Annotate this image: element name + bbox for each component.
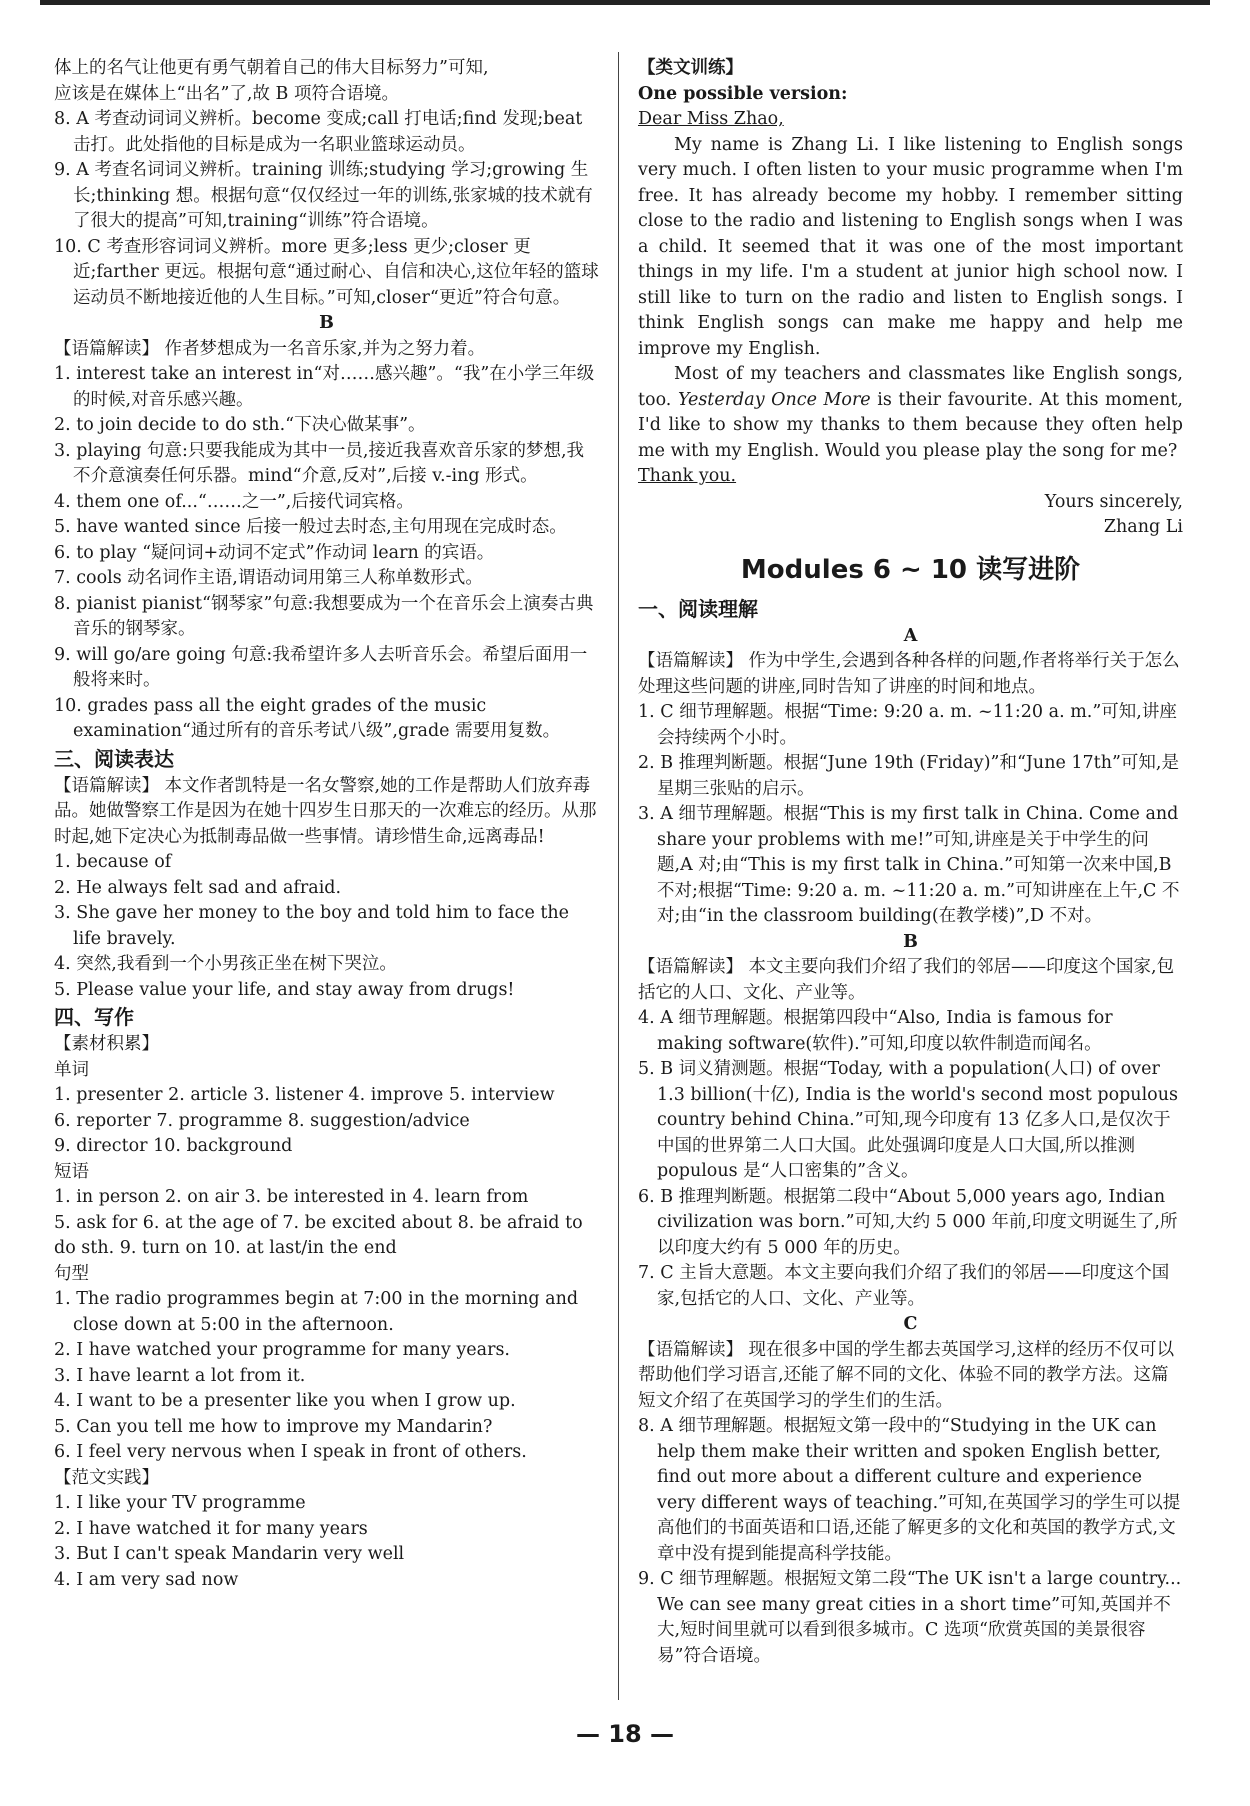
right-line: 【语篇解读】 现在很多中国的学生都去英国学习,这样的经历不仅可以帮助他们学习语言,还能了解不同的文化、体验不同的教学方法。这篇短文介绍了在英国学习的学生们的生活。 [638, 1339, 1175, 1411]
para2-start: Most of my teachers and classmates like English songs, too. [638, 364, 1183, 410]
left-line: 8. A 考查动词词义辨析。become 变成;call 打电话;find 发现;beat 击打。此处指他的目标是成为一名职业篮球运动员。 [54, 109, 583, 155]
right-line: A [903, 625, 918, 646]
left-line: 四、写作 [54, 1005, 134, 1029]
writing-sample [638, 56, 1183, 541]
left-line: 10. C 考查形容词词义辨析。more 更多;less 更少;closer 更近;farther 更远。根据句意“通过耐心、自信和决心,这位年轻的篮球运动员不断地接近他的人生目标。”可知,closer“更近”符合句意。 [54, 236, 599, 308]
left-line: 1. I like your TV programme [54, 1493, 306, 1513]
left-line: 1. presenter 2. article 3. listener 4. improve 5. interview [54, 1085, 555, 1105]
right-line: 9. C 细节理解题。根据短文第二段“The UK isn't a large country... We can see many great cities in a short time”可知,英国并不大,短时间里就可以看到很多城市。C 选项“欣赏英国的美景很容易”符合语境。 [638, 1569, 1182, 1666]
left-line: 4. I want to be a presenter like you when I grow up. [54, 1391, 516, 1411]
left-line: 6. I feel very nervous when I speak in front of others. [54, 1442, 527, 1462]
left-line: 6. to play “疑问词+动词不定式”作动词 learn 的宾语。 [54, 542, 495, 563]
left-line: 3. playing 句意:只要我能成为其中一员,接近我喜欢音乐家的梦想,我不介意演奏任何乐器。mind“介意,反对”,后接 v.-ing 形式。 [54, 440, 585, 486]
left-line: 3. I have learnt a lot from it. [54, 1365, 306, 1386]
left-line: 10. grades pass all the eight grades of the music examination“通过所有的音乐考试八级”,grade 需要用复数。 [54, 695, 561, 741]
right-line: B [903, 931, 918, 952]
left-line: 1. because of [54, 852, 172, 872]
song-title: Yesterday Once More [677, 389, 871, 410]
left-line: 4. them one of...“……之一”,后接代词宾格。 [54, 491, 414, 512]
right-line: 6. B 推理判断题。根据第二段中“About 5,000 years ago, Indian civilization was born.”可知,大约 5 000 年前,印度文明诞生了,所以印度大约有 5 000 年的历史。 [638, 1186, 1178, 1258]
right-line: 【语篇解读】 作为中学生,会遇到各种各样的问题,作者将举行关于怎么处理这些问题的讲座,同时告知了讲座的时间和地点。 [638, 651, 1180, 697]
left-line: 9. A 考查名词词义辨析。training 训练;studying 学习;growing 生长;thinking 想。根据句意“仅仅经过一年的训练,张家城的技术就有了很大的提高”可知,training“训练”符合语境。 [54, 160, 593, 231]
letter-thanks: Thank you. [638, 466, 737, 486]
left-line: 单词 [54, 1059, 89, 1080]
left-line: 短语 [54, 1161, 89, 1182]
right-line: 一、阅读理解 [638, 596, 758, 621]
left-line: 3. But I can't speak Mandarin very well [54, 1544, 405, 1564]
left-line: 5. Can you tell me how to improve my Mandarin? [54, 1416, 493, 1437]
right-line: C [903, 1314, 918, 1334]
right-line: 5. B 词义猜测题。根据“Today, with a population(人口) of over 1.3 billion(十亿), India is the world's second most populous country behind China.”可知,现今印度有 13 亿多人口,是仅次于中国的世界第二人口大国。此处强调印度是人口大国,所以推测 populous 是“人口密集的”含义。 [638, 1059, 1178, 1181]
left-line: 8. pianist pianist“钢琴家”句意:我想要成为一个在音乐会上演奏古典音乐的钢琴家。 [54, 593, 594, 639]
page-number: — 18 — [575, 1720, 675, 1748]
letter-paragraph-2 [638, 362, 1183, 464]
left-line: 2. He always felt sad and afraid. [54, 877, 342, 898]
left-line: 体上的名气让他更有勇气朝着自己的伟大目标努力”可知, [54, 58, 489, 78]
top-rule [40, 0, 1210, 5]
right-line: 2. B 推理判断题。根据“June 19th (Friday)”和“June 17th”可知,是星期三张贴的启示。 [638, 753, 1179, 799]
left-line: 9. director 10. background [54, 1136, 293, 1156]
left-line: 1. in person 2. on air 3. be interested in 4. learn from [54, 1187, 529, 1207]
left-line: 【范文实践】 [54, 1467, 159, 1488]
left-line: 6. reporter 7. programme 8. suggestion/advice [54, 1110, 470, 1131]
left-line: 7. cools 动名词作主语,谓语动词用第三人称单数形式。 [54, 568, 483, 588]
letter-signature: Zhang Li [1103, 517, 1183, 537]
left-line: 1. interest take an interest in“对……感兴趣”。“我”在小学三年级的时候,对音乐感兴趣。 [54, 364, 595, 410]
sample-heading: 【类文训练】 [638, 58, 743, 78]
left-line: 9. will go/are going 句意:我希望许多人去听音乐会。希望后面用一般将来时。 [54, 644, 588, 690]
left-line: 5. Please value your life, and stay away from drugs! [54, 979, 515, 1000]
left-line: B [319, 313, 334, 333]
para2-end: is their favourite. At this moment, I'd like to show my thanks to them because they often help me with my English. Would you please play the song for me? [638, 389, 1183, 461]
left-line: 5. have wanted since 后接一般过去时态,主句用现在完成时态。 [54, 517, 567, 537]
left-column [54, 56, 599, 1593]
right-line: 1. C 细节理解题。根据“Time: 9:20 a. m. ~11:20 a. m.”可知,讲座会持续两个小时。 [638, 702, 1177, 748]
left-line: 2. to join decide to do sth.“下决心做某事”。 [54, 415, 426, 435]
left-line: 【语篇解读】 本文作者凯特是一名女警察,她的工作是帮助人们放弃毒品。她做警察工作是因为在她十四岁生日那天的一次难忘的经历。从那时起,她下定决心为抵制毒品做一些事情。请珍惜生命,远离毒品! [54, 775, 597, 847]
left-line: 4. I am very sad now [54, 1569, 239, 1590]
left-line: 【语篇解读】 作者梦想成为一名音乐家,并为之努力着。 [54, 338, 486, 359]
right-line: 4. A 细节理解题。根据第四段中“Also, India is famous for making software(软件).”可知,印度以软件制造而闻名。 [638, 1008, 1113, 1054]
left-line: 5. ask for 6. at the age of 7. be excited about 8. be afraid to do sth. 9. turn on 10. at last/in the end [54, 1212, 583, 1258]
reading-answers [638, 595, 1183, 1670]
sample-version: One possible version: [638, 83, 848, 104]
left-line: 3. She gave her money to the boy and told him to face the life bravely. [54, 903, 570, 949]
right-line: 7. C 主旨大意题。本文主要向我们介绍了我们的邻居——印度这个国家,包括它的人口、文化、产业等。 [638, 1263, 1170, 1309]
left-line: 【素材积累】 [54, 1034, 159, 1054]
left-line: 2. I have watched it for many years [54, 1518, 368, 1539]
left-line: 句型 [54, 1263, 89, 1284]
column-divider [618, 52, 619, 1700]
left-line: 应该是在媒体上“出名”了,故 B 项符合语境。 [54, 83, 399, 104]
letter-paragraph-1: My name is Zhang Li. I like listening to English songs very much. I often listen to your music programme when I'm free. It has already become my hobby. I remember sitting close to the radio and listening to English songs when I was a child. It seemed that it was one of the most important things in my life. I'm a student at junior high school now. I still like to turn on the radio and listen to English songs. I think English songs can make me happy and help me improve my English. [638, 134, 1183, 359]
right-line: 【语篇解读】 本文主要向我们介绍了我们的邻居——印度这个国家,包括它的人口、文化、产业等。 [638, 957, 1175, 1003]
right-column [638, 56, 1183, 1669]
left-line: 1. The radio programmes begin at 7:00 in the morning and close down at 5:00 in the afternoon. [54, 1289, 579, 1335]
right-line: 3. A 细节理解题。根据“This is my first talk in China. Come and share your problems with me!”可知,讲座是关于中学生的问题,A 对;由“This is my first talk in China.”可知第一次来中国,B 不对;根据“Time: 9:20 a. m. ~11:20 a. m.”可知讲座在上午,C 不对;由“in the classroom building(在教学楼)”,D 不对。 [638, 804, 1180, 926]
left-line: 4. 突然,我看到一个小男孩正坐在树下哭泣。 [54, 954, 397, 974]
left-line: 2. I have watched your programme for many years. [54, 1340, 510, 1360]
right-line: 8. A 细节理解题。根据短文第一段中的“Studying in the UK can help them make their written and spoken English better, find out more about a different culture and experience very different ways of teaching.”可知,在英国学习的学生可以提高他们的书面英语和口语,还能了解更多的文化和英国的教学方式,文章中没有提到能提高科学技能。 [638, 1416, 1181, 1564]
letter-closing: Yours sincerely, [1044, 491, 1183, 512]
left-line: 三、阅读表达 [54, 746, 174, 771]
module-title: Modules 6 ~ 10 读写进阶 [740, 554, 1081, 585]
letter-greeting: Dear Miss Zhao, [638, 109, 784, 129]
